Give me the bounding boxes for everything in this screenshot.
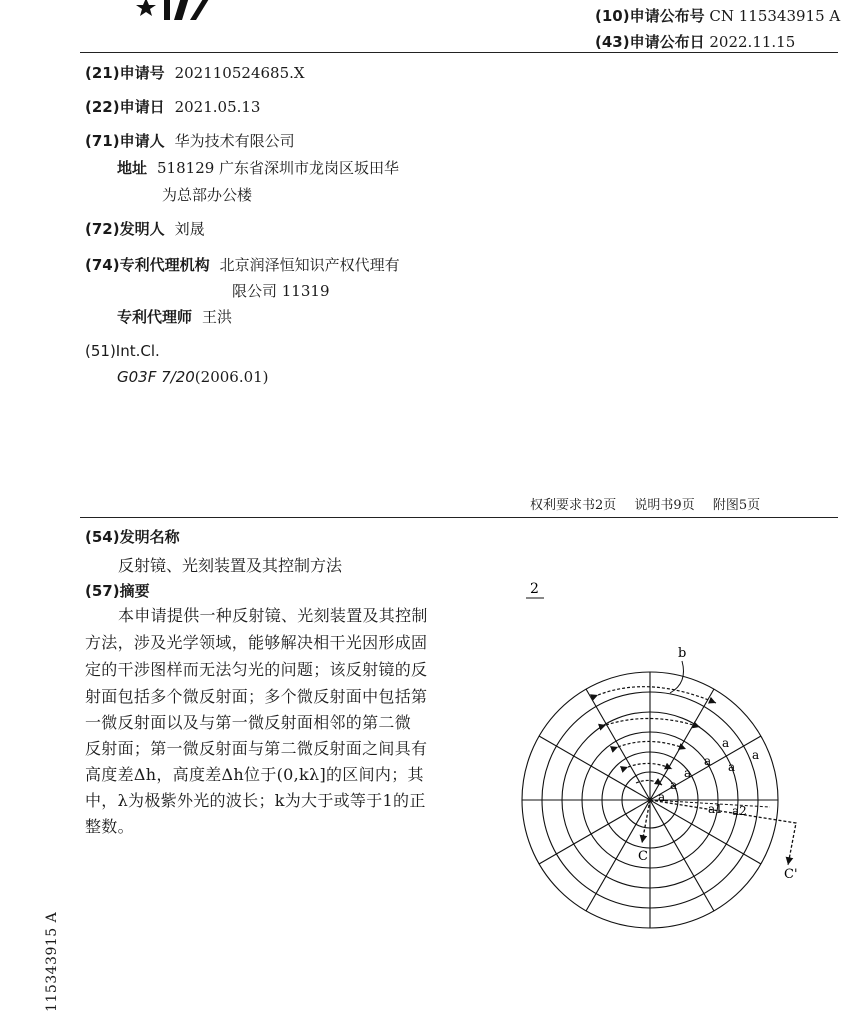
description-pages: 说明书9页 — [634, 498, 695, 513]
abstract-line: 高度差Δh，高度差Δh位于(0,kλ]的区间内；其 — [85, 765, 424, 784]
figure-ref-number: 2 — [530, 581, 539, 597]
abstract-label: (57)摘要 — [85, 582, 150, 600]
application-date-value: 2021.05.13 — [174, 98, 261, 116]
application-date-label: (22)申请日 — [85, 98, 165, 116]
abstract-line: 本申请提供一种反射镜、光刻装置及其控制 — [118, 606, 428, 625]
int-cl-entry — [117, 368, 269, 386]
address-line-1: 518129 广东省深圳市龙岗区坂田华 — [157, 159, 400, 177]
patent-agent-label: 专利代理师 — [117, 308, 193, 326]
publication-number-value: CN 115343915 A — [709, 7, 841, 25]
inventor-value: 刘晟 — [174, 220, 205, 238]
invention-title: 反射镜、光刻装置及其控制方法 — [118, 556, 343, 575]
label-c-prime: C' — [784, 867, 798, 882]
label-a: a — [752, 748, 760, 762]
abstract-line: 定的干涉图样而无法匀光的问题；该反射镜的反 — [85, 660, 428, 679]
label-a: a — [728, 760, 736, 774]
publication-date — [595, 31, 795, 52]
header-divider — [80, 52, 838, 53]
publication-date-label: (43)申请公布日 — [595, 33, 705, 51]
label-a: a — [658, 790, 666, 804]
abstract-line: 射面包括多个微反射面；多个微反射面中包括第 — [85, 687, 428, 706]
mirror-figure — [500, 575, 830, 935]
address — [117, 157, 399, 178]
patent-agency-line-2: 限公司 11319 — [232, 282, 330, 300]
patent-agent-value: 王洪 — [202, 308, 233, 326]
application-number-label: (21)申请号 — [85, 64, 165, 82]
applicant — [85, 130, 295, 151]
applicant-value: 华为技术有限公司 — [174, 132, 295, 150]
abstract-line: 方法，涉及光学领域，能够解决相干光因形成固 — [85, 633, 428, 652]
invention-title-label: (54)发明名称 — [85, 528, 180, 546]
int-cl-label: (51)Int.Cl. — [85, 342, 160, 360]
abstract-line: 整数。 — [85, 817, 134, 836]
label-a: a — [704, 754, 712, 768]
label-a1: a1 — [708, 802, 723, 816]
application-number — [85, 62, 305, 83]
section-divider — [80, 517, 838, 518]
abstract-line: 中，λ为极紫外光的波长；k为大于或等于1的正 — [85, 791, 426, 810]
leader-b — [670, 661, 684, 693]
address-line-2: 为总部办公楼 — [162, 186, 253, 204]
patent-agency — [85, 254, 400, 275]
publication-number — [595, 5, 840, 26]
abstract-line: 反射面；第一微反射面与第二微反射面之间具有 — [85, 739, 428, 758]
label-c: C — [638, 849, 648, 864]
patent-agent — [117, 306, 232, 327]
int-cl-code: G03F 7/20 — [117, 368, 195, 386]
label-a: a — [722, 736, 730, 750]
label-a: a — [684, 766, 692, 780]
patent-agency-label: (74)专利代理机构 — [85, 256, 210, 274]
label-b: b — [678, 646, 687, 661]
inventor-label: (72)发明人 — [85, 220, 165, 238]
page-counts — [530, 494, 760, 513]
drawing-pages: 附图5页 — [712, 498, 761, 513]
applicant-label: (71)申请人 — [85, 132, 165, 150]
side-publication-id: 115343915 A — [44, 911, 60, 1012]
publication-date-value: 2022.11.15 — [709, 33, 796, 51]
office-logo — [132, 0, 232, 24]
abstract-line: 一微反射面以及与第一微反射面相邻的第二微 — [85, 713, 412, 732]
int-cl-year: (2006.01) — [194, 368, 269, 386]
patent-agency-line-1: 北京润泽恒知识产权代理有 — [219, 256, 400, 274]
address-label: 地址 — [117, 159, 148, 177]
publication-number-label: (10)申请公布号 — [595, 7, 705, 25]
label-a: a — [670, 778, 678, 792]
application-number-value: 202110524685.X — [174, 64, 305, 82]
inventor — [85, 218, 205, 239]
label-a2: a2 — [732, 804, 747, 818]
phase-arcs — [598, 687, 716, 785]
claims-pages: 权利要求书2页 — [530, 498, 617, 513]
application-date — [85, 96, 260, 117]
